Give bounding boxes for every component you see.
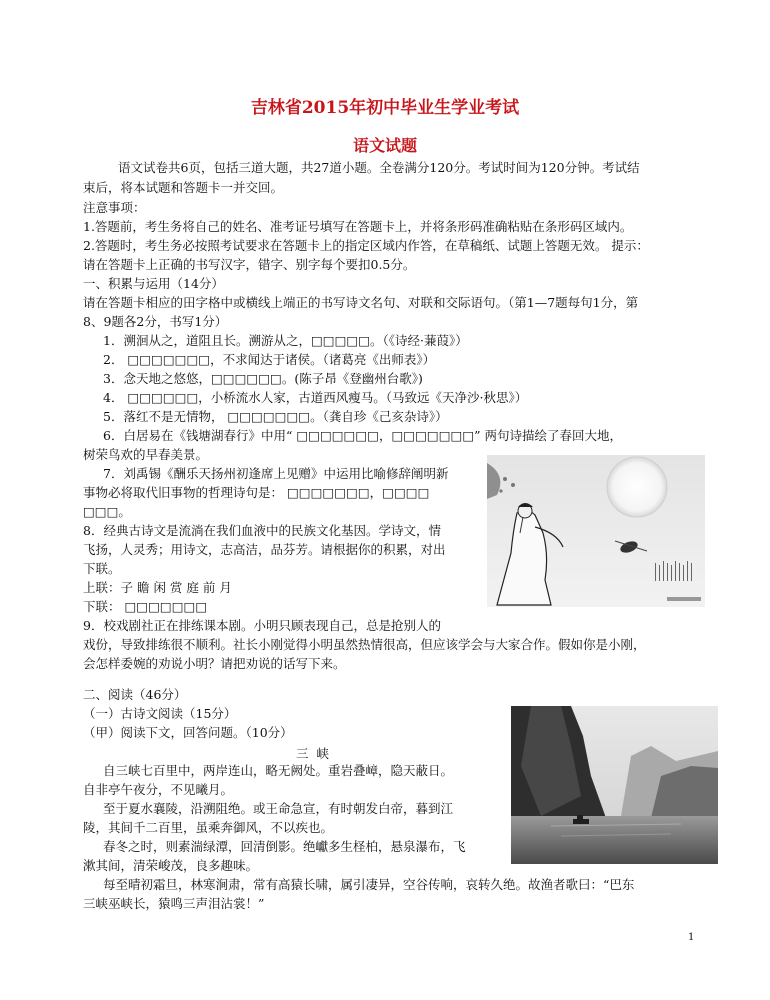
section1-instr-1: 请在答题卡相应的田字格中或横线上端正的书写诗文名句、对联和交际语句。（第1—7题每句1分，第: [83, 295, 639, 310]
section2-sub-1: （一）古诗文阅读（15分）: [83, 706, 237, 721]
section1-heading: 一、积累与运用（14分）: [83, 276, 224, 291]
passage-p4b: 三峡巫峡长，猿鸣三声泪沾裳！”: [83, 896, 265, 911]
poet-moon-image: [487, 455, 705, 607]
couplet-upper: 上联：子 瞻 闲 赏 庭 前 月: [83, 580, 232, 595]
passage-p3b: 漱其间，清荣峻茂，良多趣味。: [83, 858, 259, 873]
intro-line-2: 束后，将本试题和答题卡一并交回。: [83, 180, 284, 195]
question-9c: 会怎样委婉的劝说小明？请把劝说的话写下来。: [83, 656, 346, 671]
page-number: 1: [688, 932, 695, 943]
passage-title: 三峡: [296, 746, 338, 761]
question-4: 4． □□□□□□，小桥流水人家，古道西风瘦马。（马致远《天净沙·秋思》）: [103, 390, 528, 405]
question-9b: 戏份，导致排练很不顺利。社长小刚觉得小明虽然热情很高，但应该学会与大家合作。假如你是小刚，: [83, 637, 646, 652]
question-1: 1．溯洄从之，道阻且长。溯游从之，□□□□□。（《诗经·蒹葭》）: [103, 333, 468, 348]
three-gorges-image: [511, 706, 718, 864]
question-6b: 树荣鸟欢的早春美景。: [83, 447, 209, 462]
question-5: 5．落红不是无情物， □□□□□□□。（龚自珍《己亥杂诗》）: [103, 409, 448, 424]
intro-line-1: 语文试卷共6页，包括三道大题，共27道小题。全卷满分120分。考试时间为120分钟。考试结: [118, 160, 640, 175]
exam-title: 吉林省2015年初中毕业生学业考试: [250, 98, 520, 118]
question-7c: □□□。: [83, 504, 131, 519]
passage-p4a: 每至晴初霜旦，林寒涧肃，常有高猿长啸，属引凄异，空谷传响，哀转久绝。故渔者歌曰：“巴东: [103, 877, 635, 892]
note-2b: 请在答题卡上正确的书写汉字，错字、别字每个要扣0.5分。: [83, 257, 416, 272]
question-9a: 9．校戏剧社正在排练课本剧。小明只顾表现自己，总是抢别人的: [83, 618, 441, 633]
question-2: 2． □□□□□□□，不求闻达于诸侯。（诸葛亮《出师表》）: [103, 352, 436, 367]
question-8b: 飞扬，人灵秀；用诗文，志高洁，品芬芳。请根据你的积累，对出: [83, 542, 446, 557]
question-6a: 6．白居易在《钱塘湖春行》中用“ □□□□□□□，□□□□□□□” 两句诗描绘了春回大地，: [103, 428, 623, 443]
section1-instr-2: 8、9题各2分，书写1分）: [83, 314, 228, 329]
question-8c: 下联。: [83, 561, 121, 576]
section2-sub-2: （甲）阅读下文，回答问题。（10分）: [83, 725, 293, 740]
passage-p2b: 陵，其间千二百里，虽乘奔御风，不以疾也。: [83, 820, 334, 835]
note-2a: 2.答题时，考生务必按照考试要求在答题卡上的指定区域内作答，在草稿纸、试题上答题无效。 提示：: [83, 238, 649, 253]
section2-heading: 二、阅读（46分）: [83, 687, 187, 702]
passage-p1b: 自非亭午夜分，不见曦月。: [83, 782, 234, 797]
question-7a: 7．刘禹锡《酬乐天扬州初逢席上见赠》中运用比喻修辞阐明新: [103, 466, 449, 481]
couplet-lower: 下联： □□□□□□□: [83, 599, 208, 614]
question-3: 3．念天地之悠悠，□□□□□□。(陈子昂《登幽州台歌》): [103, 371, 423, 386]
passage-p1a: 自三峡七百里中，两岸连山，略无阙处。重岩叠嶂，隐天蔽日。: [103, 763, 454, 778]
question-7b: 事物必将取代旧事物的哲理诗句是： □□□□□□□，□□□□: [83, 485, 430, 500]
note-1: 1.答题前，考生务将自己的姓名、准考证号填写在答题卡上，并将条形码准确粘贴在条形码区域内。: [83, 219, 633, 234]
notes-heading: 注意事项：: [83, 200, 146, 215]
question-8a: 8．经典古诗文是流淌在我们血液中的民族文化基因。学诗文，情: [83, 523, 441, 538]
passage-p2a: 至于夏水襄陵，沿溯阻绝。或王命急宣，有时朝发白帝，暮到江: [103, 801, 454, 816]
exam-subtitle: 语文试题: [352, 136, 417, 155]
passage-p3a: 春冬之时，则素湍绿潭，回清倒影。绝巘多生柽柏，悬泉瀑布，飞: [103, 839, 466, 854]
